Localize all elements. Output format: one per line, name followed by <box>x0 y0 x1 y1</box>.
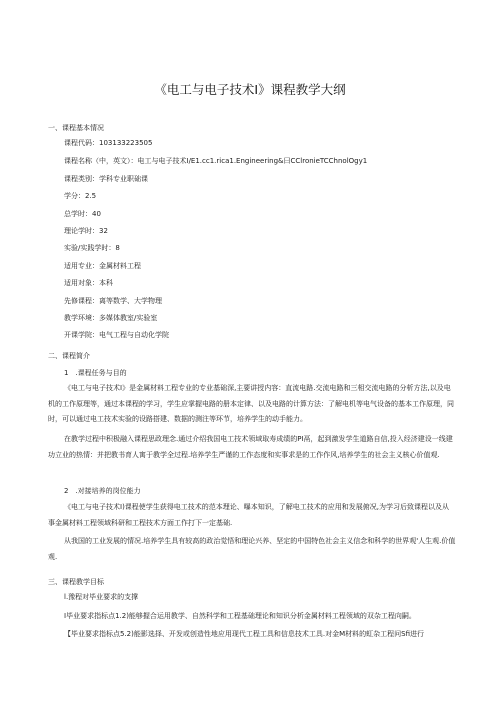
paragraph-intro-2 <box>48 432 456 463</box>
info-course-code: 课程代码：103133223505 <box>64 139 153 147</box>
info-lab-hours: 实验/实践学时：8 <box>64 244 120 252</box>
paragraph-objective-1 <box>48 609 456 625</box>
paragraph-text: 从我国的工业发展的情况.培养学生具有较高的政治觉悟和理论兴养、坚定的中国特色社会主义信念和科学的世界观'人生观.价值观. <box>48 537 456 561</box>
paragraph-objective-2 <box>48 627 456 643</box>
paragraph-text: I毕业要求指标点1.2)能够握合运用教学、自然科学和工程基础理论和知识分析金属材料工程领域的双杂工程向嗣。 <box>64 612 416 620</box>
subheading-abilities: 2 .对接培养的岗位能力 <box>64 487 141 495</box>
subheading-support: l.豫程对毕业要求的支撑 <box>64 593 139 601</box>
info-environment: 教学环境：多媒体教室/实验室 <box>64 314 158 322</box>
section-heading-objectives: 三、课程教学目标 <box>48 578 104 586</box>
section-heading-basic-info: 一、课程基本情况 <box>48 124 104 132</box>
info-prerequisites: 先修课程：离等数学、大学物理 <box>64 297 162 305</box>
paragraph-abilities-1 <box>48 500 456 531</box>
info-college: 开课学院：电气工程与自动化学院 <box>64 331 169 339</box>
info-credits: 学分：2.5 <box>64 192 97 200</box>
paragraph-abilities-2 <box>48 534 456 565</box>
info-theory-hours: 理论学时：32 <box>64 227 108 235</box>
info-course-name: 课程名称（中，英文）：电工与电子技术I/E1.cc1.rica1.Engineering&曰CClronieTCChnolOgy1 <box>64 157 368 165</box>
document-title: 《电工与电子技术I》课程教学大纲 <box>154 82 346 97</box>
section-heading-intro: 二、课程简介 <box>48 352 90 360</box>
info-audience: 适用对象：本科 <box>64 279 113 287</box>
paragraph-intro-1 <box>48 381 456 428</box>
paragraph-text: 《电工与电子技术I》是金属材料工程专业的专业基础深,主要讲授内容：直流电路.交流电路和三相交流电路的分析方法,以及电机的工作原理等，通过本课程的学习，学生应掌握电路的册本定律、以及电路的计算方法：了解电机等电气设备的基本工作原理，同时，可以通过电工技术实验的设路搭建、数据的测注等环节，培养学生的动手能力。 <box>48 384 454 423</box>
subheading-task: 1 .课程任务与目的 <box>64 369 127 377</box>
paragraph-text: 在教学过程中积极融入课程思政理念.通过介绍我国电工技术领域取寿成绩的PI鬲，起到激发学生道路自信,投入经济建设一线建功立业的热情：并把教书育人寓于教学全过程.培养学生严谨的工作态度和实事求是的工作作风,培养学生的社会主义核心价值观. <box>48 435 453 459</box>
paragraph-text: 【毕业要求指标点5.2)能影选择、开发或创造性地应用现代工程工具和信息技术工具.对金M材料的虹杂工程问Sfi进行 <box>64 630 424 638</box>
info-major: 适用专业：金属材料工程 <box>64 262 141 270</box>
info-course-category: 课程类别：学科专业职础课 <box>64 175 148 183</box>
info-total-hours: 总学时：40 <box>64 210 101 218</box>
paragraph-text: 《电工与电子技术I)课程使学生获得电工技术的范本理论、曝本知识，了解电工技术的应用和发展俯况,为学习后致课程以及从事金属材料工程领域科研和工程技术方面工作打下一定基础. <box>48 503 450 527</box>
